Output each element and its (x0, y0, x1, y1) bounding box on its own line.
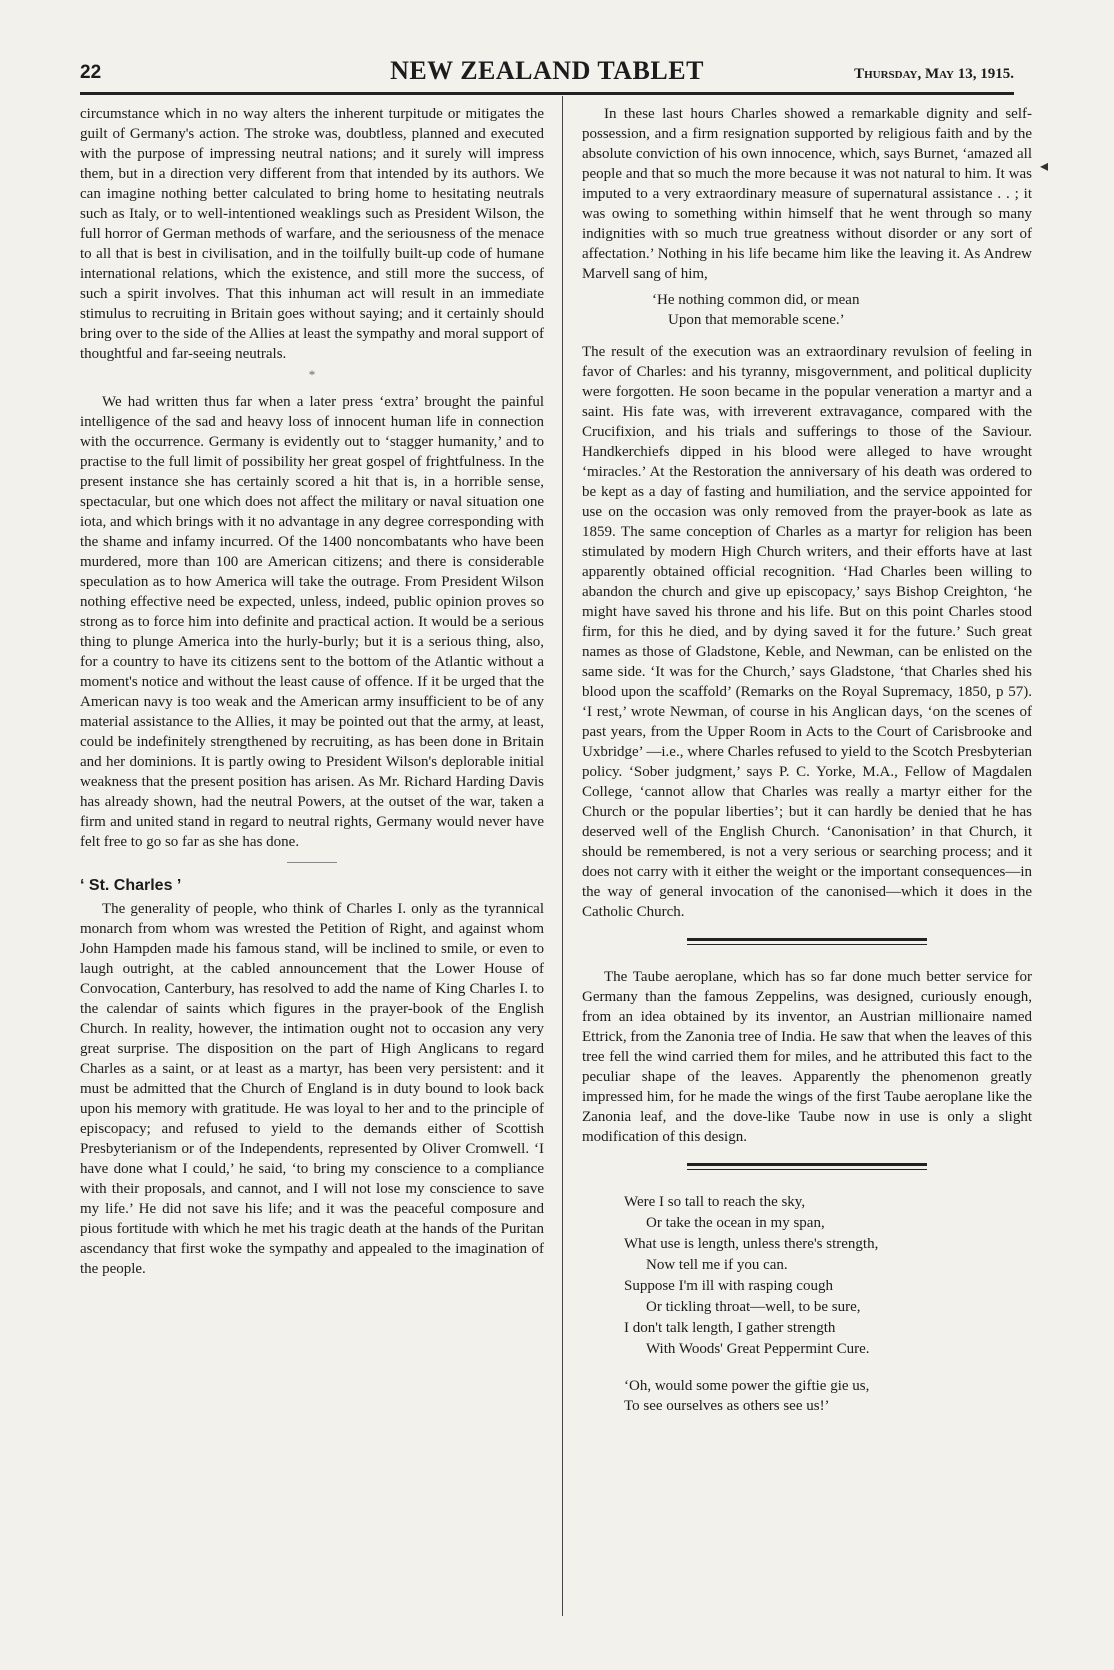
column-divider (562, 96, 563, 1616)
page-number: 22 (80, 62, 102, 83)
verse-line: Upon that memorable scene.’ (668, 312, 845, 328)
dateline: Thursday, May 13, 1915. (854, 66, 1014, 82)
double-rule (687, 938, 927, 945)
masthead: NEW ZEALAND TABLET (390, 56, 704, 85)
poem-line: Or take the ocean in my span, (646, 1215, 825, 1231)
double-rule (687, 1163, 927, 1170)
verse-line: ‘He nothing common did, or mean (652, 292, 860, 308)
poem-line: I don't talk length, I gather strength (624, 1320, 836, 1336)
right-column (582, 104, 1032, 1416)
poem-line: Were I so tall to reach the sky, (624, 1194, 806, 1210)
right-paragraph-1: In these last hours Charles showed a remarkable dignity and self-possession, and a firm resignation supported by religious faith and by the absolute conviction of his own innocence, which, says Burnet, ‘amazed all people and that so much the more because it was not natural to him. It was imputed to a very extraordinary measure of supernatural assistance . . ; it was owing to something within himself that he went through so many indignities with so much true greatness without disorder or any sort of affectation.’ Nothing in his life became him like the leaving it. As Andrew Marvell sang of him, (582, 106, 1032, 282)
margin-arrow-mark: ◂ (1040, 158, 1049, 175)
burns-motto (624, 1376, 1032, 1416)
left-paragraph-3: The generality of people, who think of Charles I. only as the tyrannical monarch from whom was wrested the Petition of Right, and against whom John Hampden made his famous stand, will be inclined to smile, or even to laugh outright, at the cabled announcement that the Lower House of Convocation, Canterbury, has resolved to add the name of King Charles I. to the calendar of saints which figures in the prayer-book of the English Church. In reality, however, the intimation ought not to occasion any very great surprise. The disposition on the part of High Anglicans to regard Charles as a saint, or at least as a martyr, has been very persistent: and it must be admitted that the Church of England is in duty bound to look back upon his memory with gratitude. He was loyal to her and to the principle of episcopacy; and refused to yield to the demands either of Scottish Presbyterianism or of the Independents, represented by Oliver Cromwell. ‘I have done what I could,’ he said, ‘to bring my conscience to a compliance with their proposals, and cannot, and I will not lose my conscience to save my life.’ He did not save his life; and it was the peaceful composure and pious fortitude with which he met his tragic death at the hands of the Puritan ascendancy that first woke the sympathy and appealed to the imagination of the people. (80, 901, 544, 1277)
poem-line: With Woods' Great Peppermint Cure. (646, 1341, 870, 1357)
left-paragraph-2: We had written thus far when a later press ‘extra’ brought the painful intelligence of the sad and heavy loss of innocent human life in connection with the occurrence. Germany is evidently out to ‘stagger humanity,’ and to practise to the full limit of possibility her great gospel of frightfulness. In the present instance she has certainly scored a hit that is, in a horrible sense, spectacular, but one which does not affect the military or naval situation one iota, and which brings with it no advantage in any degree corresponding with the shame and infamy incurred. Of the 1400 noncombatants who have been murdered, more than 100 are American citizens; and there is considerable speculation as to how America will take the outrage. From President Wilson nothing effective need be expected, unless, indeed, public opinion proves so strong as to force him into definite and practical action. It would be a serious thing to plunge America into the hurly-burly; but it is a serious thing, also, for a country to have its citizens sent to the bottom of the Atlantic without a moment's notice and without the least cause of offence. If it be urged that the American navy is too weak and the American army insufficient to be of any material assistance to the Allies, it may be pointed out that the army, at least, could be indefinitely strengthened by recruiting, as has been done in Britain and her dominions. It is partly owing to President Wilson's deplorable initial weakness that the present position has arisen. As Mr. Richard Harding Davis has already shown, had the neutral Powers, at the outset of the war, taken a firm and united stand in regard to neutral rights, Germany would never have felt free to go so far as she has done. (80, 394, 544, 850)
peppermint-cure-poem (624, 1192, 1032, 1360)
marvell-quote (652, 290, 1032, 330)
motto-line: To see ourselves as others see us!’ (624, 1398, 830, 1414)
page-header (80, 54, 1014, 94)
motto-line: ‘Oh, would some power the giftie gie us, (624, 1378, 870, 1394)
left-paragraph-1: circumstance which in no way alters the inherent turpitude or mitigates the guilt of Germany's action. The stroke was, doubtless, planned and executed with the purpose of impressing neutral nations; and it surely will impress them, but in a direction very different from that intended by its authors. We can imagine nothing better calculated to bring home to hesitating neutrals such as Italy, or to well-intentioned weaklings such as President Wilson, the full horror of German methods of warfare, and the seriousness of the menace to all that is best in civilisation, and in the toilfully built-up code of humane international relations, which the existence, and still more the success, of such a spirit involves. That this inhuman act will result in an immediate stimulus to recruiting in Britain goes without saying; and it certainly should bring over to the side of the Allies at least the sympathy and moral support of thoughtful and far-seeing neutrals. (80, 106, 544, 362)
right-paragraph-3: The Taube aeroplane, which has so far done much better service for Germany than the famous Zeppelins, was designed, curiously enough, from an idea obtained by its inventor, an Austrian millionaire named Ettrick, from the Zanonia tree of India. He saw that when the leaves of this tree fell the wind carried them for miles, and he attributed this fact to the peculiar shape of the leaves. Apparently the phenomenon greatly impressed him, for he made the wings of the first Taube aeroplane like the Zanonia leaf, and the dove-like Taube now in use is only a slight modification of this design. (582, 969, 1032, 1145)
left-column (80, 104, 544, 1285)
separator-star: * (308, 367, 316, 382)
section-rule (287, 862, 337, 863)
poem-line: Suppose I'm ill with rasping cough (624, 1278, 833, 1294)
poem-line: What use is length, unless there's strength, (624, 1236, 879, 1252)
right-paragraph-2: The result of the execution was an extraordinary revulsion of feeling in favor of Charles: and his tyranny, misgovernment, and political duplicity were forgotten. He soon became in the popular veneration a martyr and a saint. His fate was, with irreverent extravagance, compared with the Crucifixion, and his trials and sufferings to those of the Saviour. Handkerchiefs dipped in his blood were alleged to have wrought ‘miracles.’ At the Restoration the anniversary of his death was ordered to be kept as a day of fasting and humiliation, and the service appointed for use on the occasion was only removed from the prayer-book as late as 1859. The same conception of Charles as a martyr for religion has been stimulated by modern High Church writers, and their efforts have at last apparently obtained official recognition. ‘Had Charles been willing to abandon the church and give up episcopacy,’ says Bishop Creighton, ‘he might have saved his throne and his life. But on this point Charles stood firm, for this he died, and by dying saved it for the future.’ Such great names as those of Gladstone, Keble, and Newman, can be enlisted on the same side. ‘It was for the Church,’ says Gladstone, ‘that Charles shed his blood upon the scaffold’ (Remarks on the Royal Supremacy, 1850, p 57). ‘I rest,’ wrote Newman, of course in his Anglican days, ‘on the scenes of past years, from the Upper Room in Acts to the Court of Carisbrooke and Uxbridge’ —i.e., where Charles refused to yield to the Scotch Presbyterian policy. ‘Sober judgment,’ says P. C. Yorke, M.A., Fellow of Magdalen College, ‘cannot allow that Charles was really a martyr either for the Church or the popular liberties’; but it can hardly be denied that he has deserved well of the English Church. ‘Canonisation’ in that Church, it should be remembered, is not a very serious or searching process; and it does not carry with it either the weight or the important consequences—in the way of general invocation of the canonised—which it does in the Catholic Church. (582, 344, 1032, 920)
header-rule (80, 92, 1014, 95)
section-title-st-charles: ‘ St. Charles ’ (80, 877, 182, 894)
poem-line: Now tell me if you can. (646, 1257, 788, 1273)
poem-line: Or tickling throat—well, to be sure, (646, 1299, 861, 1315)
